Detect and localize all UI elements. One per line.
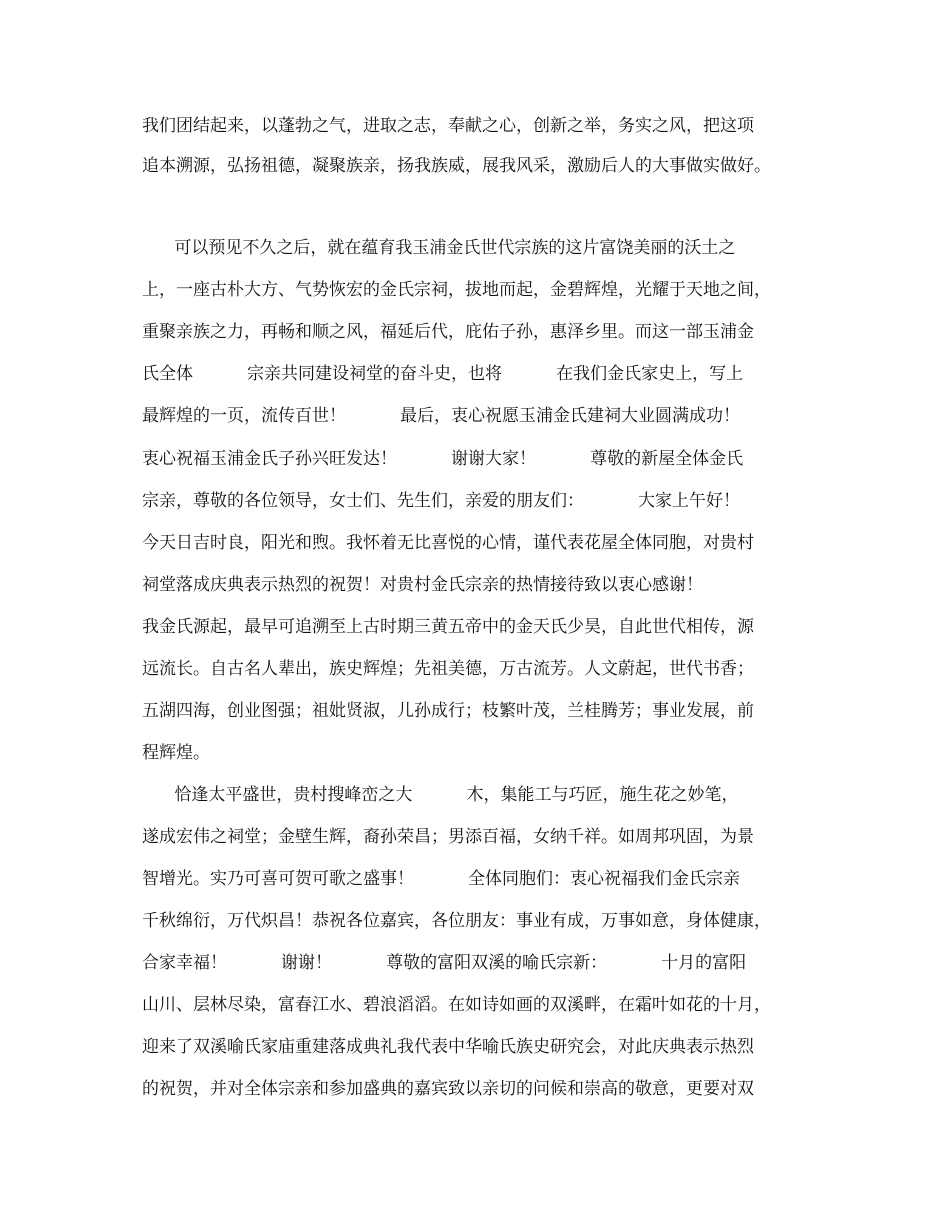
- text-line: 我金氏源起，最早可追溯至上古时期三黄五帝中的金天氏少昊，自此世代相传，源: [142, 617, 754, 637]
- text-line: 程辉煌。: [142, 743, 210, 763]
- text-line: 我们团结起来，以蓬勃之气，进取之志，奉献之心，创新之举，务实之风，把这项: [142, 116, 754, 136]
- text-line: 遂成宏伟之祠堂；金壁生辉，裔孙荣昌；男添百福，女纳千祥。如周邦巩固，为景: [142, 827, 754, 847]
- text-line: 山川、层林尽染，富春江水、碧浪滔滔。在如诗如画的双溪畔，在霜叶如花的十月，: [142, 995, 771, 1015]
- text-line: 追本溯源，弘扬祖德，凝聚族亲，扬我族威，展我风采，激励后人的大事做实做好。: [142, 156, 771, 176]
- text-line: 上，一座古朴大方、气势恢宏的金氏宗祠，拔地而起，金碧辉煌，光耀于天地之间，: [142, 280, 771, 300]
- text-line: 合家幸福！ 谢谢！ 尊敬的富阳双溪的喻氏宗新： 十月的富阳: [142, 953, 747, 973]
- text-line: 重聚亲族之力，再畅和顺之风，福延后代，庇佑子孙，惠泽乡里。而这一部玉浦金: [142, 322, 754, 342]
- text-line: 今天日吉时良，阳光和煦。我怀着无比喜悦的心情，谨代表花屋全体同胞，对贵村: [142, 533, 754, 553]
- text-line: 恰逢太平盛世，贵村搜峰峦之大 木，集能工与巧匠，施生花之妙笔，: [142, 785, 739, 805]
- text-line: 五湖四海，创业图强；祖妣贤淑，儿孙成行；枝繁叶茂，兰桂腾芳；事业发展，前: [142, 701, 754, 721]
- text-line: 氏全体 宗亲共同建设祠堂的奋斗史，也将 在我们金氏家史上，写上: [142, 364, 744, 384]
- text-line: 可以预见不久之后，就在蕴育我玉浦金氏世代宗族的这片富饶美丽的沃土之: [142, 238, 736, 258]
- text-line: 迎来了双溪喻氏家庙重建落成典礼我代表中华喻氏族史研究会，对此庆典表示热烈: [142, 1037, 754, 1057]
- text-line: 智增光。实乃可喜可贺可歌之盛事！ 全体同胞们：衷心祝福我们金氏宗亲: [142, 869, 741, 889]
- text-line: 最辉煌的一页，流传百世！ 最后，衷心祝愿玉浦金氏建祠大业圆满成功！: [142, 406, 741, 426]
- text-line: 宗亲，尊敬的各位领导，女士们、先生们，亲爱的朋友们： 大家上午好！: [142, 491, 741, 511]
- text-line: 的祝贺，并对全体宗亲和参加盛典的嘉宾致以亲切的问候和崇高的敬意，更要对双: [142, 1079, 754, 1099]
- text-line: 衷心祝福玉浦金氏子孙兴旺发达！ 谢谢大家！ 尊敬的新屋全体金氏: [142, 449, 744, 469]
- text-line: 千秋绵衍，万代炽昌！恭祝各位嘉宾，各位朋友：事业有成，万事如意，身体健康，: [142, 911, 771, 931]
- text-line: 远流长。自古名人辈出，族史辉煌；先祖美德，万古流芳。人文蔚起，世代书香；: [142, 659, 754, 679]
- text-line: 祠堂落成庆典表示热烈的祝贺！对贵村金氏宗亲的热情接待致以衷心感谢！: [142, 575, 703, 595]
